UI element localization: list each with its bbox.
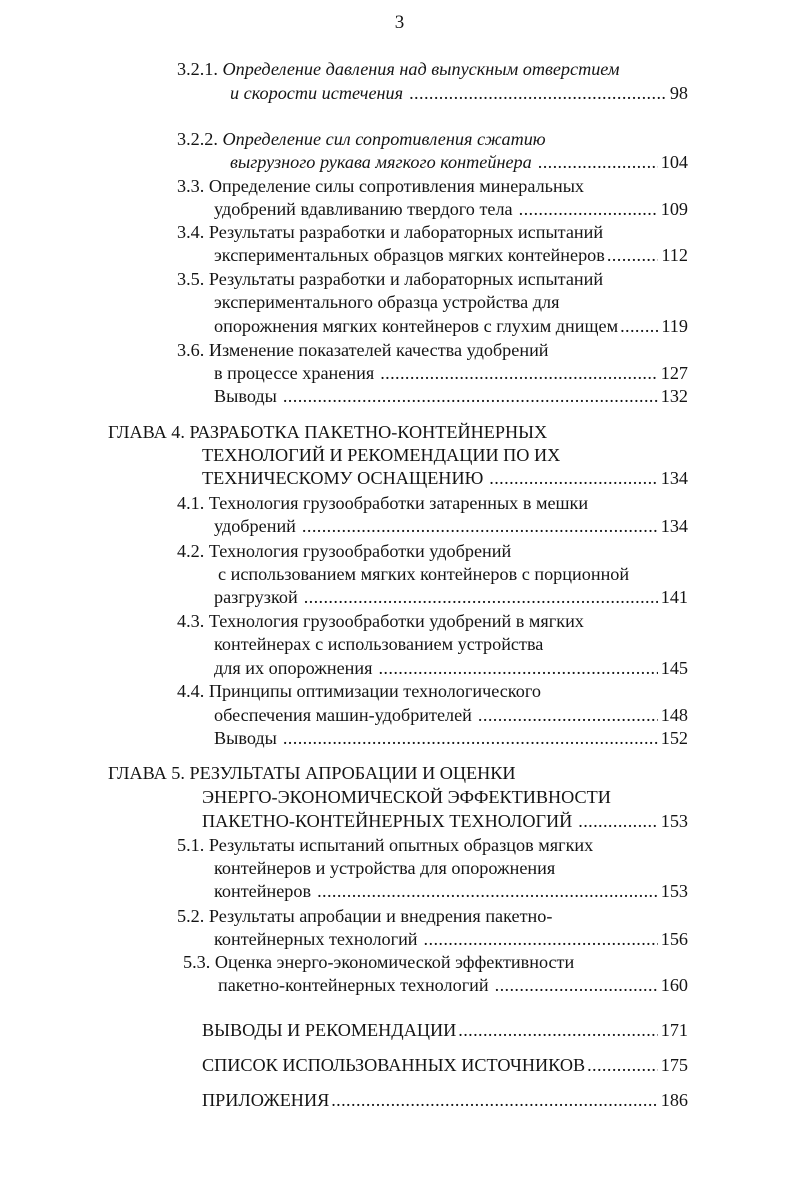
page-ref: 134 — [660, 468, 688, 488]
dot-leader — [495, 974, 658, 996]
entry-title-line: ПРИЛОЖЕНИЯ — [202, 1090, 330, 1110]
dot-leader — [424, 928, 658, 950]
entry-title-line: контейнеров — [214, 881, 312, 901]
entry-title-line: экспериментальных образцов мягких контейнеров — [214, 245, 605, 265]
page-ref: 153 — [660, 881, 688, 901]
dot-leader — [283, 385, 658, 407]
dot-leader — [620, 315, 658, 337]
page-ref: 127 — [660, 363, 688, 383]
page-ref: 160 — [660, 975, 688, 995]
entry-title-line: Определение давления над выпускным отверстием — [222, 59, 620, 79]
entry-title-line: с использованием мягких контейнеров с порционной — [218, 564, 630, 584]
page-ref: 104 — [660, 152, 688, 172]
entry-title-line: 3.4. Результаты разработки и лабораторных испытаний — [177, 222, 604, 242]
entry-title-line: СПИСОК ИСПОЛЬЗОВАННЫХ ИСТОЧНИКОВ — [202, 1055, 586, 1075]
entry-title-line: 5.2. Результаты апробации и внедрения пакетно- — [177, 906, 553, 926]
entry-title-line: контейнерах с использованием устройства — [214, 634, 544, 654]
entry-title-line: 4.3. Технология грузообработки удобрений в мягких — [177, 611, 584, 631]
dot-leader — [317, 880, 658, 902]
section-number: 3.2.2. — [177, 129, 218, 149]
entry-title-line: Выводы — [214, 728, 277, 748]
entry-title-line: в процессе хранения — [214, 363, 375, 383]
entry-title-line: Определение сил сопротивления сжатию — [222, 129, 546, 149]
page-ref: 141 — [660, 587, 688, 607]
entry-title-line: опорожнения мягких контейнеров с глухим днищем — [214, 316, 619, 336]
dot-leader — [458, 1019, 657, 1041]
entry-title-line: разгрузкой — [214, 587, 298, 607]
dot-leader — [578, 810, 657, 832]
toc-entry-chapter4-conclusions — [214, 727, 688, 749]
chapter-title-line: ПАКЕТНО-КОНТЕЙНЕРНЫХ ТЕХНОЛОГИЙ — [202, 811, 573, 831]
entry-title-line: 3.5. Результаты разработки и лабораторных испытаний — [177, 269, 604, 289]
dot-leader — [538, 151, 658, 173]
dot-leader — [478, 704, 658, 726]
entry-title-line: удобрений вдавливанию твердого тела — [214, 199, 513, 219]
entry-title-line: 3.3. Определение силы сопротивления минеральных — [177, 176, 585, 196]
page-ref: 171 — [660, 1020, 688, 1040]
entry-title-line: ВЫВОДЫ И РЕКОМЕНДАЦИИ — [202, 1020, 457, 1040]
chapter-title-line: ТЕХНИЧЕСКОМУ ОСНАЩЕНИЮ — [202, 468, 484, 488]
page-ref: 156 — [660, 929, 688, 949]
entry-title-line: для их опорожнения — [214, 658, 373, 678]
dot-leader — [380, 362, 658, 384]
page-number: 3 — [394, 12, 405, 33]
chapter-title-line: ЭНЕРГО-ЭКОНОМИЧЕСКОЙ ЭФФЕКТИВНОСТИ — [202, 787, 611, 807]
dot-leader — [304, 586, 658, 608]
entry-title-line: контейнерных технологий — [214, 929, 418, 949]
dot-leader — [302, 515, 658, 537]
dot-leader — [519, 198, 658, 220]
page-ref: 153 — [660, 811, 688, 831]
entry-title-line: 4.1. Технология грузообработки затаренных в мешки — [177, 493, 589, 513]
page-ref: 112 — [661, 245, 688, 265]
entry-title-line: 4.2. Технология грузообработки удобрений — [177, 541, 512, 561]
page-ref: 148 — [660, 705, 688, 725]
page-ref: 186 — [660, 1090, 688, 1110]
entry-title-line: 5.1. Результаты испытаний опытных образцов мягких — [177, 835, 594, 855]
page-ref: 109 — [660, 199, 688, 219]
entry-title-line: 4.4. Принципы оптимизации технологического — [177, 681, 541, 701]
entry-title-line: и скорости истечения — [230, 83, 404, 103]
page-ref: 98 — [669, 83, 688, 103]
toc-entry-appendices — [202, 1089, 688, 1111]
dot-leader — [331, 1089, 658, 1111]
entry-title-line: обеспечения машин-удобрителей — [214, 705, 472, 725]
dot-leader — [378, 657, 657, 679]
page-ref: 145 — [660, 658, 688, 678]
dot-leader — [283, 727, 658, 749]
entry-title-line: выгрузного рукава мягкого контейнера — [230, 152, 532, 172]
entry-title-line: 5.3. Оценка энерго-экономической эффективности — [183, 952, 575, 972]
chapter-title-line: ГЛАВА 4. РАЗРАБОТКА ПАКЕТНО-КОНТЕЙНЕРНЫХ — [108, 422, 548, 442]
page-ref: 152 — [660, 728, 688, 748]
page-ref: 119 — [661, 316, 688, 336]
entry-title-line: удобрений — [214, 516, 296, 536]
dot-leader — [587, 1054, 658, 1076]
entry-title-line: 3.6. Изменение показателей качества удобрений — [177, 340, 549, 360]
toc-entry-references — [202, 1054, 688, 1076]
section-number: 3.2.1. — [177, 59, 218, 79]
page-ref: 134 — [660, 516, 688, 536]
chapter-title-line: ТЕХНОЛОГИЙ И РЕКОМЕНДАЦИИ ПО ИХ — [202, 445, 561, 465]
entry-title-line: Выводы — [214, 386, 277, 406]
page-ref: 175 — [660, 1055, 688, 1075]
dot-leader — [607, 244, 659, 266]
entry-title-line: контейнеров и устройства для опорожнения — [214, 858, 556, 878]
dot-leader — [489, 467, 657, 489]
toc-entry-chapter3-conclusions — [214, 385, 688, 407]
chapter-title-line: ГЛАВА 5. РЕЗУЛЬТАТЫ АПРОБАЦИИ И ОЦЕНКИ — [108, 763, 516, 783]
entry-title-line: экспериментального образца устройства для — [214, 292, 560, 312]
toc-entry-conclusions — [202, 1019, 688, 1041]
page-ref: 132 — [660, 386, 688, 406]
dot-leader — [409, 82, 667, 104]
entry-title-line: пакетно-контейнерных технологий — [218, 975, 489, 995]
